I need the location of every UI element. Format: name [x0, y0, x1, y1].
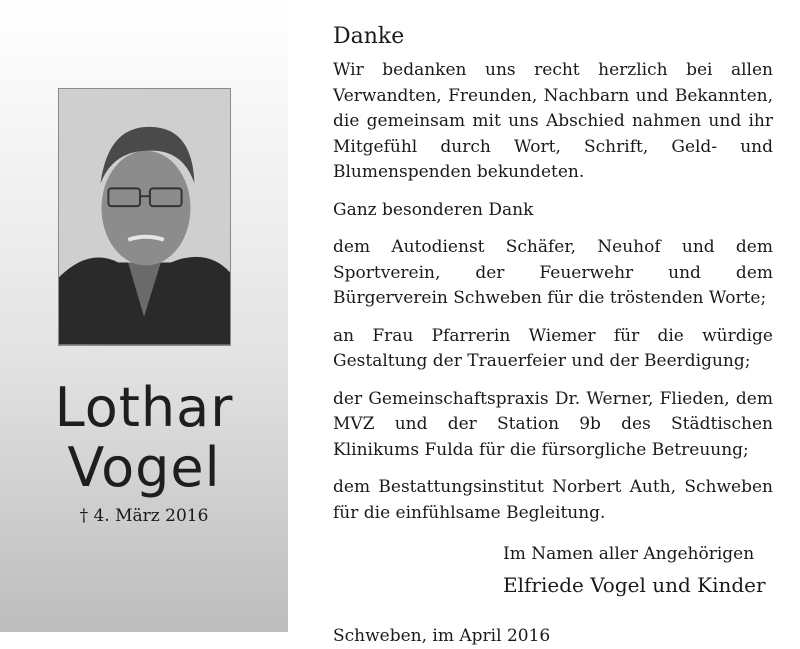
thanks-paragraph: der Gemeinschaftspraxis Dr. Werner, Flieden, dem MVZ und der Station 9b des Städtischen Klinikums Fulda für die fürsorgliche Betreuung; [333, 387, 773, 464]
left-panel [0, 0, 288, 632]
portrait-photo [58, 88, 231, 346]
thanks-paragraph: dem Bestattungsinstitut Norbert Auth, Schweben für die einfühlsame Begleitung. [333, 475, 773, 526]
signoff-name: Elfriede Vogel und Kinder [503, 570, 773, 600]
notice-heading: Danke [333, 22, 773, 52]
signoff-label: Im Namen aller Angehörigen [503, 542, 773, 568]
portrait-image [59, 89, 230, 345]
notice-text [333, 22, 773, 649]
special-thanks-heading: Ganz besonderen Dank [333, 198, 773, 224]
death-date: † 4. März 2016 [0, 506, 288, 526]
thanks-paragraph: dem Autodienst Schäfer, Neuhof und dem Sportverein, der Feuerwehr und dem Bürgerverein Schweben für die tröstenden Worte; [333, 235, 773, 312]
thanks-paragraph: an Frau Pfarrerin Wiemer für die würdige Gestaltung der Trauerfeier und der Beerdigung; [333, 324, 773, 375]
deceased-last-name: Vogel [0, 440, 288, 496]
intro-paragraph: Wir bedanken uns recht herzlich bei allen Verwandten, Freunden, Nachbarn und Bekannten, die gemeinsam mit uns Abschied nahmen und ihr Mitgefühl durch Wort, Schrift, Geld- und Blumenspenden bekundeten. [333, 58, 773, 186]
deceased-first-name: Lothar [0, 380, 288, 436]
place-date: Schweben, im April 2016 [333, 624, 773, 649]
